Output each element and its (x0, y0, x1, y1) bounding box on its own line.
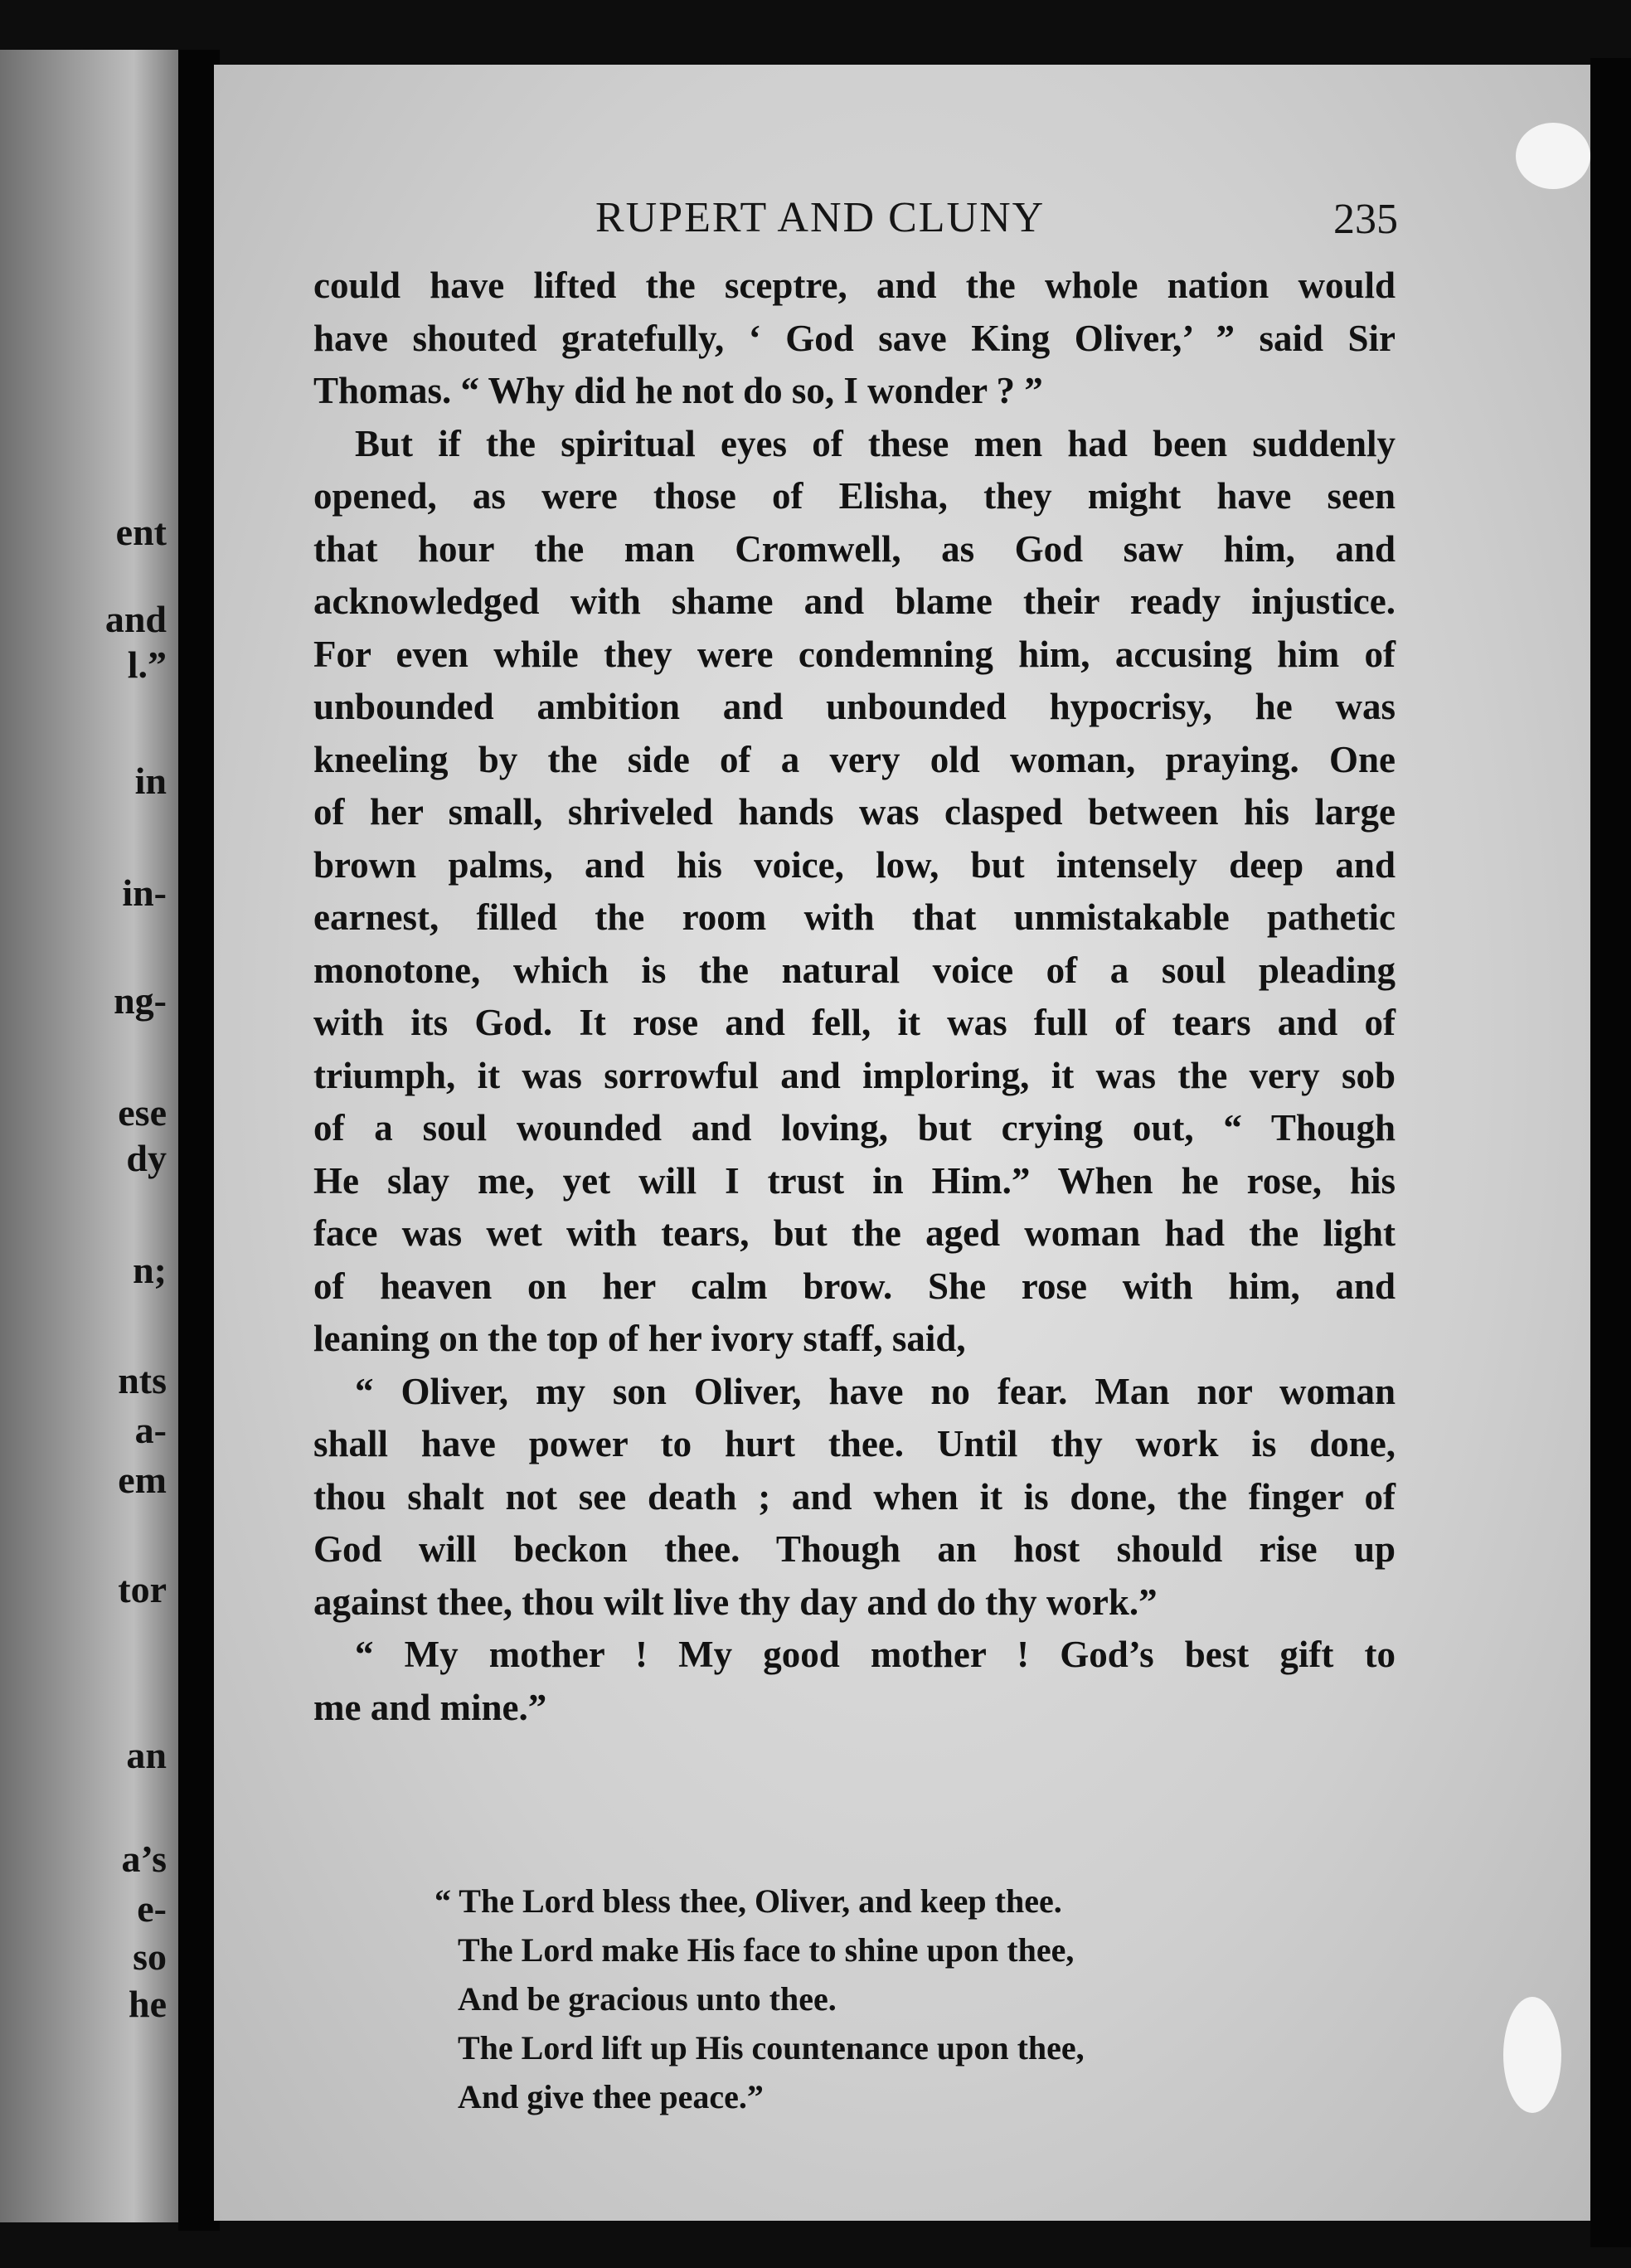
paper-blemish (1503, 1997, 1561, 2113)
margin-fragment: em (118, 1459, 167, 1501)
margin-fragment: in- (122, 872, 167, 914)
margin-fragment: nts (118, 1359, 167, 1401)
margin-fragment: e- (137, 1887, 167, 1930)
text-line: brown palms, and his voice, low, but intensely deep and (313, 843, 1396, 886)
text-line: thou shalt not see death ; and when it is done, the finger of (313, 1475, 1396, 1518)
margin-fragment: tor (118, 1568, 167, 1610)
text-line: For even while they were condemning him, accusing him of (313, 633, 1396, 675)
paper-blemish (1516, 123, 1590, 189)
margin-fragment: so (133, 1935, 167, 1978)
text-line: of a soul wounded and loving, but crying out, “ Though (313, 1107, 1396, 1149)
margin-fragment: in (134, 760, 167, 802)
text-line: leaning on the top of her ivory staff, said, (313, 1318, 966, 1359)
margin-fragment: dy (126, 1137, 167, 1179)
text-line: against thee, thou wilt live thy day and do thy work.” (313, 1581, 1158, 1623)
text-line: me and mine.” (313, 1686, 547, 1728)
text-line: unbounded ambition and unbounded hypocrisy, he was (313, 686, 1396, 727)
margin-fragment: he (129, 1983, 167, 2025)
text-line: Thomas. “ Why did he not do so, I wonder ? ” (313, 370, 1043, 411)
text-line: monotone, which is the natural voice of a soul pleading (313, 949, 1396, 991)
verse-line: The Lord make His face to shine upon thee, (458, 1931, 1075, 1969)
verse-line: And give thee peace.” (458, 2078, 764, 2115)
verse-line: The Lord lift up His countenance upon thee, (458, 2029, 1085, 2066)
text-line: of heaven on her calm brow. She rose with him, and (313, 1265, 1396, 1307)
text-line: He slay me, yet will I trust in Him.” When he rose, his (313, 1159, 1396, 1202)
page-number: 235 (1333, 196, 1398, 243)
margin-fragment: n; (133, 1249, 167, 1291)
text-line: that hour the man Cromwell, as God saw him, and (313, 527, 1396, 570)
margin-fragment: ent (115, 511, 167, 553)
margin-fragment: a- (134, 1409, 167, 1451)
text-line: could have lifted the sceptre, and the whole nation would (313, 265, 1396, 306)
text-line: shall have power to hurt thee. Until thy work is done, (313, 1423, 1396, 1464)
text-line: opened, as were those of Elisha, they might have seen (313, 475, 1396, 517)
margin-fragment: a’s (121, 1838, 167, 1880)
margin-fragment: and (104, 598, 167, 640)
margin-fragment: an (126, 1734, 167, 1776)
scan-border (1590, 58, 1631, 2247)
body-text (313, 260, 1396, 1734)
margin-fragment: ng- (114, 979, 167, 1022)
previous-page-edge (0, 50, 178, 2222)
verse-line: “ The Lord bless thee, Oliver, and keep thee. (434, 1882, 1062, 1920)
text-line: But if the spiritual eyes of these men had been suddenly (355, 422, 1396, 464)
text-line: “ My mother ! My good mother ! God’s best gift to (355, 1634, 1396, 1675)
text-line: earnest, filled the room with that unmistakable pathetic (313, 896, 1396, 938)
verse-line: And be gracious unto thee. (458, 1980, 837, 2018)
text-line: God will beckon thee. Though an host should rise up (313, 1528, 1396, 1570)
text-line: “ Oliver, my son Oliver, have no fear. Man nor woman (355, 1370, 1396, 1412)
margin-fragment: l.” (127, 643, 167, 686)
text-line: face was wet with tears, but the aged woman had the light (313, 1212, 1396, 1254)
text-line: triumph, it was sorrowful and imploring, it was the very sob (313, 1054, 1396, 1096)
text-line: of her small, shriveled hands was clasped between his large (313, 791, 1396, 833)
text-line: acknowledged with shame and blame their ready injustice. (313, 580, 1396, 622)
verse-quotation (434, 1877, 1231, 2121)
margin-fragment: ese (118, 1091, 167, 1134)
text-line: kneeling by the side of a very old woman, praying. One (313, 738, 1396, 780)
running-title: RUPERT AND CLUNY (595, 194, 1046, 241)
text-line: with its God. It rose and fell, it was full of tears and of (313, 1002, 1396, 1043)
page-header (214, 193, 1590, 251)
text-line: have shouted gratefully, ‘ God save King Oliver,’ ” said Sir (313, 317, 1396, 359)
book-page (214, 65, 1590, 2221)
